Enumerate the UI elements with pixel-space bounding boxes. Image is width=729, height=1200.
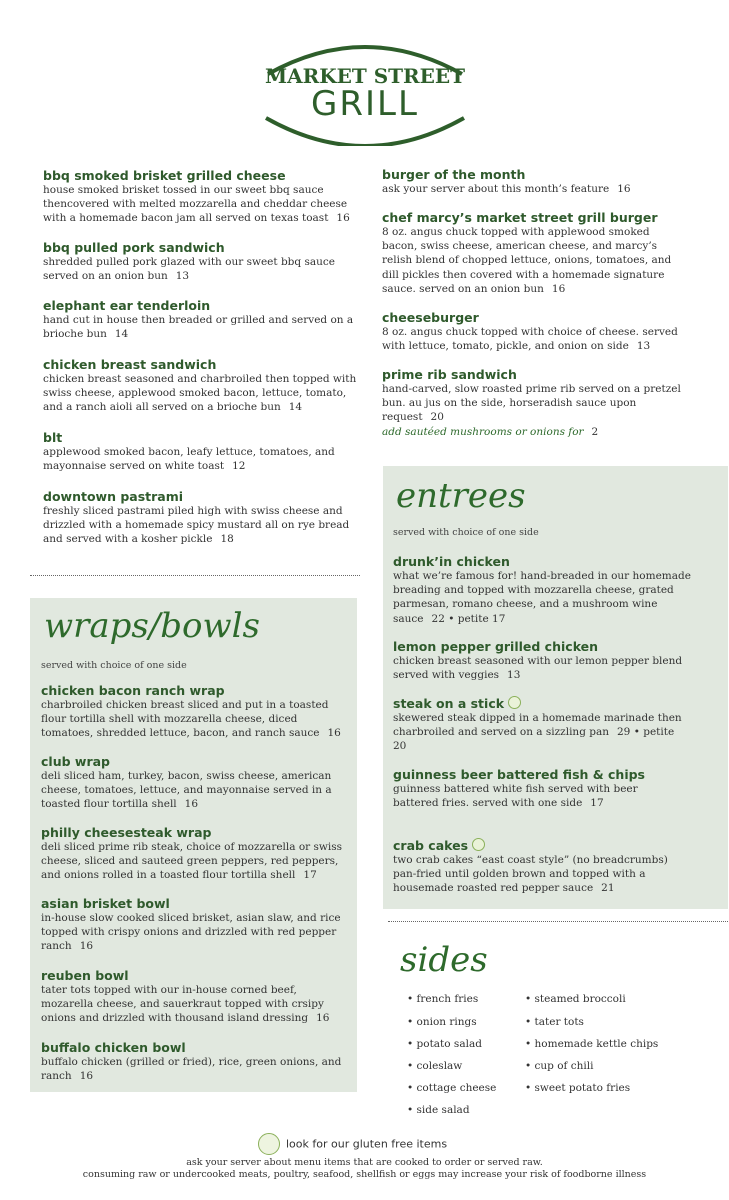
menu-item xyxy=(382,167,702,196)
item-price: 14 xyxy=(288,401,303,414)
side-item: • homemade kettle chips xyxy=(525,1038,659,1050)
item-price: 13 xyxy=(175,270,190,283)
wraps-subtitle: served with choice of one side xyxy=(41,660,187,671)
item-price: 12 xyxy=(232,460,246,473)
menu-item xyxy=(41,968,346,1026)
menu-item xyxy=(41,683,351,741)
side-item: • coleslaw xyxy=(407,1060,463,1072)
item-desc: chicken breast seasoned with our lemon pepper blend served with veggies 13 xyxy=(393,655,683,682)
entrees-subtitle: served with choice of one side xyxy=(393,527,539,538)
item-title: lemon pepper grilled chicken xyxy=(393,639,599,654)
item-price: 22 • petite 17 xyxy=(431,612,506,625)
footer-line-1: ask your server about menu items that are cooked to order or served raw. xyxy=(186,1157,543,1168)
item-desc: hand cut in house then breaded or grilled and served on a brioche bun 14 xyxy=(43,314,354,341)
item-desc: in-house slow cooked sliced brisket, asian slaw, and rice topped with crispy onions and drizzled with red pepper ranch 16 xyxy=(41,912,341,953)
gluten-free-icon xyxy=(258,1133,280,1155)
item-desc: 8 oz. angus chuck topped with applewood smoked bacon, swiss cheese, american cheese, and marcy’s relish blend of chopped lettuce, onions, tomatoes, and dill pickles then covered with a homemade signature sauce. served on an onion bun 16 xyxy=(382,226,672,295)
logo-line1: MARKET STREET xyxy=(264,64,466,88)
item-price: 16 xyxy=(79,940,94,953)
item-desc: deli sliced prime rib steak, choice of mozzarella or swiss cheese, sliced and sauteed green peppers, red peppers, and onions rolled in a toasted flour tortilla shell 17 xyxy=(41,841,343,882)
item-title: club wrap xyxy=(41,754,110,769)
menu-item xyxy=(382,367,687,439)
wraps-bowls-heading: wraps/bowls xyxy=(44,606,260,646)
item-desc: skewered steak dipped in a homemade marinade then charbroiled and served on a sizzling pan 29 • petite 20 xyxy=(393,712,682,753)
menu-item xyxy=(41,825,351,883)
item-price: 16 xyxy=(79,1070,94,1083)
menu-item xyxy=(43,489,363,547)
item-desc: hand-carved, slow roasted prime rib served on a pretzel bun. au jus on the side, horseradish sauce upon request 20 xyxy=(382,383,681,424)
item-desc: chicken breast seasoned and charbroiled then topped with swiss cheese, applewood smoked bacon, lettuce, tomato, and a ranch aioli all served on a brioche bun 14 xyxy=(43,373,357,414)
gluten-free-note: look for our gluten free items xyxy=(258,1133,447,1153)
item-desc: applewood smoked bacon, leafy lettuce, tomatoes, and mayonnaise served on white toast 12 xyxy=(43,446,335,473)
menu-item xyxy=(41,754,346,812)
menu-item xyxy=(393,838,683,896)
menu-item xyxy=(43,298,358,341)
logo-line2: GRILL xyxy=(311,84,419,124)
item-title: elephant ear tenderloin xyxy=(43,298,211,313)
sides-heading: sides xyxy=(400,940,488,980)
menu-item xyxy=(382,310,692,353)
item-price: 20 xyxy=(430,411,444,424)
menu-item xyxy=(41,896,351,954)
item-title: steak on a stick xyxy=(393,696,683,711)
item-title: chicken breast sandwich xyxy=(43,357,217,372)
item-desc: shredded pulled pork glazed with our sweet bbq sauce served on an onion bun 13 xyxy=(43,256,335,283)
item-title: philly cheesesteak wrap xyxy=(41,825,212,840)
item-title: bbq pulled pork sandwich xyxy=(43,240,225,255)
item-title: drunk’in chicken xyxy=(393,554,510,569)
gluten-free-icon xyxy=(472,838,485,851)
item-desc: tater tots topped with our in-house corned beef, mozarella cheese, and sauerkraut topped with crsipy onions and drizzled with thousand island dressing 16 xyxy=(41,984,330,1025)
menu-item xyxy=(393,696,683,754)
gluten-free-icon xyxy=(508,696,521,709)
menu-item xyxy=(43,168,363,226)
menu-item xyxy=(43,240,353,283)
menu-item xyxy=(393,639,683,682)
item-desc: ask your server about this month’s feature 16 xyxy=(382,183,631,195)
side-item: • side salad xyxy=(407,1104,470,1116)
item-desc: charbroiled chicken breast sliced and put in a toasted flour tortilla shell with mozzarella cheese, diced tomatoes, shredded lettuce, bacon, and ranch sauce 16 xyxy=(41,699,341,740)
item-title: burger of the month xyxy=(382,167,526,182)
item-price: 14 xyxy=(114,328,129,341)
item-addon: add sautéed mushrooms or onions for 2 xyxy=(382,425,599,438)
item-desc: freshly sliced pastrami piled high with swiss cheese and drizzled with a homemade spicy mustard all on rye bread and served with a kosher pickle 18 xyxy=(43,505,350,546)
item-desc: guinness battered white fish served with beer battered fries. served with one side 17 xyxy=(393,783,638,810)
item-title: guinness beer battered fish & chips xyxy=(393,767,646,782)
item-title: chef marcy’s market street grill burger xyxy=(382,210,658,225)
side-item: • tater tots xyxy=(525,1016,584,1028)
side-item: • french fries xyxy=(407,993,479,1005)
footer-line-2: consuming raw or undercooked meats, poultry, seafood, shellfish or eggs may increase your risk of foodborne illness xyxy=(82,1169,647,1180)
menu-item xyxy=(43,357,363,415)
entrees-heading: entrees xyxy=(396,476,526,516)
item-price: 16 xyxy=(551,282,566,295)
item-price: 16 xyxy=(184,798,199,811)
side-item: • cottage cheese xyxy=(407,1082,497,1094)
item-title: cheeseburger xyxy=(382,310,479,325)
divider xyxy=(388,921,728,922)
menu-item xyxy=(382,210,687,296)
side-item: • onion rings xyxy=(407,1016,477,1028)
menu-item xyxy=(393,767,663,810)
item-price: 13 xyxy=(507,669,521,682)
item-title: chicken bacon ranch wrap xyxy=(41,683,225,698)
menu-item xyxy=(393,554,698,626)
item-desc: deli sliced ham, turkey, bacon, swiss cheese, american cheese, tomatoes, lettuce, and mayonnaise served in a toasted flour tortilla shell 16 xyxy=(41,770,332,811)
item-price: 21 xyxy=(601,882,615,895)
logo xyxy=(254,34,476,146)
item-price: 18 xyxy=(220,533,234,546)
item-title: downtown pastrami xyxy=(43,489,184,504)
item-price: 17 xyxy=(303,869,317,882)
side-item: • sweet potato fries xyxy=(525,1082,631,1094)
item-price: 16 xyxy=(327,727,341,740)
item-price: 17 xyxy=(590,797,604,810)
side-item: • cup of chili xyxy=(525,1060,594,1072)
item-desc: what we’re famous for! hand-breaded in our homemade breading and topped with mozzarella cheese, grated parmesan, romano cheese, and a mushroom wine sauce 22 • petite 17 xyxy=(393,570,691,625)
item-price: 29 • petite 20 xyxy=(393,726,675,753)
item-title: reuben bowl xyxy=(41,968,129,983)
item-desc: house smoked brisket tossed in our sweet bbq sauce thencovered with melted mozzarella and cheddar cheese with a homemade bacon jam all served on texas toast 16 xyxy=(43,184,350,225)
side-item: • potato salad xyxy=(407,1038,482,1050)
item-title: prime rib sandwich xyxy=(382,367,517,382)
item-desc: 8 oz. angus chuck topped with choice of cheese. served with lettuce, tomato, pickle, and onion on side 13 xyxy=(382,326,678,353)
item-title: asian brisket bowl xyxy=(41,896,170,911)
menu-item xyxy=(43,430,348,473)
item-price: 16 xyxy=(316,1012,330,1025)
item-title: bbq smoked brisket grilled cheese xyxy=(43,168,286,183)
addon-price: 2 xyxy=(591,425,599,438)
item-title: blt xyxy=(43,430,63,445)
item-price: 16 xyxy=(617,183,631,195)
item-title: crab cakes xyxy=(393,838,683,853)
item-desc: two crab cakes “east coast style” (no breadcrumbs) pan-fried until golden brown and topped with a housemade roasted red pepper sauce 21 xyxy=(393,854,668,895)
menu-item xyxy=(41,1040,346,1083)
side-item: • steamed broccoli xyxy=(525,993,626,1005)
item-price: 16 xyxy=(336,212,350,225)
item-desc: buffalo chicken (grilled or fried), rice, green onions, and ranch 16 xyxy=(41,1056,342,1083)
item-title: buffalo chicken bowl xyxy=(41,1040,186,1055)
divider xyxy=(30,575,360,576)
item-price: 13 xyxy=(636,340,651,353)
